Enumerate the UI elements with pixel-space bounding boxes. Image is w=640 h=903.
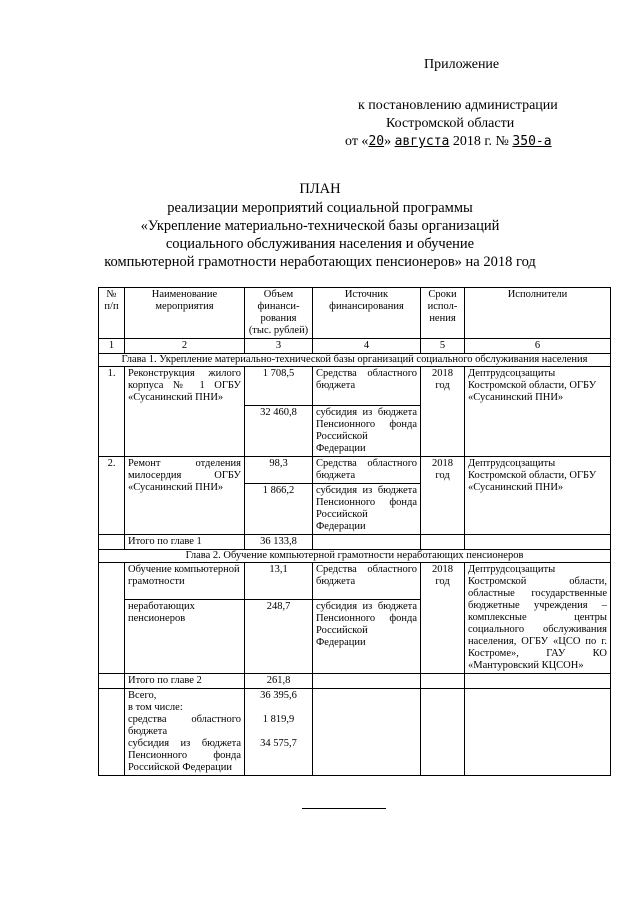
empty-cell bbox=[313, 535, 421, 550]
header-volume: Объем финанси-рования (тыс. рублей) bbox=[245, 288, 313, 339]
region-label: Костромской области bbox=[386, 116, 515, 131]
document-number: 350-а bbox=[512, 134, 552, 149]
table-row bbox=[99, 457, 611, 484]
subsidy-label: субсидия из бюджета Пенсионного фонда Российской Федерации bbox=[128, 738, 241, 773]
funding-source: субсидия из бюджета Пенсионного фонда Российской Федерации bbox=[313, 406, 421, 457]
date-line bbox=[345, 134, 552, 150]
total-value: 36 133,8 bbox=[245, 535, 313, 550]
grand-total-labels bbox=[125, 689, 245, 776]
funding-source: Средства областного бюджета bbox=[313, 563, 421, 600]
table-row bbox=[99, 563, 611, 600]
plan-title: ПЛАН bbox=[299, 181, 341, 197]
total-row bbox=[99, 674, 611, 689]
funding-source: Средства областного бюджета bbox=[313, 457, 421, 484]
grand-total-label: Всего, bbox=[128, 690, 157, 701]
funding-volume: 1 708,5 bbox=[245, 367, 313, 406]
header-source: Источник финансирования bbox=[313, 288, 421, 339]
date-mid: » bbox=[384, 134, 392, 149]
col-number: 4 bbox=[313, 339, 421, 354]
plan-subtitle-3: социального обслуживания населения и обучение bbox=[165, 236, 475, 252]
col-number: 2 bbox=[125, 339, 245, 354]
executors: Дептрудсоцзащиты Костромской области, ОГБУ «Сусанинский ПНИ» bbox=[465, 457, 611, 535]
spacer bbox=[248, 726, 309, 738]
plan-subtitle-2: «Укрепление материально-технической базы организаций bbox=[140, 218, 500, 234]
executors: Дептрудсоцзащиты Костромской области, областные государственные бюджетные учреждения – комплексные центры социального обслуживания населения, ОГБУ «ЦСО по г. Костроме», ГАУ КО «Мантуровский КЦСОН» bbox=[465, 563, 611, 674]
table-header-row bbox=[99, 288, 611, 339]
funding-volume: 32 460,8 bbox=[245, 406, 313, 457]
funding-volume: 13,1 bbox=[245, 563, 313, 600]
col-number: 5 bbox=[421, 339, 465, 354]
header-num: № п/п bbox=[99, 288, 125, 339]
row-number: 2. bbox=[99, 457, 125, 535]
spacer bbox=[248, 702, 309, 714]
col-number: 6 bbox=[465, 339, 611, 354]
funding-source: субсидия из бюджета Пенсионного фонда Российской Федерации bbox=[313, 484, 421, 535]
chapter-1-heading: Глава 1. Укрепление материально-технической базы организаций социального обслуживания населения bbox=[99, 354, 611, 367]
empty-cell bbox=[421, 689, 465, 776]
col-number: 1 bbox=[99, 339, 125, 354]
regional-budget-value: 1 819,9 bbox=[262, 714, 295, 725]
date-prefix: от « bbox=[345, 134, 369, 149]
chapter-row bbox=[99, 354, 611, 367]
funding-volume: 1 866,2 bbox=[245, 484, 313, 535]
deadline: 2018 год bbox=[421, 457, 465, 535]
grand-total-value: 36 395,6 bbox=[260, 690, 297, 701]
empty-cell bbox=[99, 535, 125, 550]
total-label: Итого по главе 1 bbox=[125, 535, 245, 550]
grand-total-values bbox=[245, 689, 313, 776]
empty-cell bbox=[465, 674, 611, 689]
total-label: Итого по главе 2 bbox=[125, 674, 245, 689]
plan-table bbox=[98, 287, 611, 776]
date-year: 2018 г. № bbox=[452, 134, 509, 149]
chapter-row bbox=[99, 550, 611, 563]
total-value: 261,8 bbox=[245, 674, 313, 689]
col-number: 3 bbox=[245, 339, 313, 354]
empty-cell bbox=[313, 689, 421, 776]
activity-name: Реконструкция жилого корпуса № 1 ОГБУ «Сусанинский ПНИ» bbox=[125, 367, 245, 457]
header-name: Наименование мероприятия bbox=[125, 288, 245, 339]
subsidy-value: 34 575,7 bbox=[260, 738, 297, 749]
header-executors: Исполнители bbox=[465, 288, 611, 339]
plan-subtitle-4: компьютерной грамотности неработающих пенсионеров» на 2018 год bbox=[104, 254, 536, 270]
activity-name: Ремонт отделения милосердия ОГБУ «Сусанинский ПНИ» bbox=[125, 457, 245, 535]
row-number: 1. bbox=[99, 367, 125, 457]
empty-cell bbox=[421, 535, 465, 550]
executors: Дептрудсоцзащиты Костромской области, ОГБУ «Сусанинский ПНИ» bbox=[465, 367, 611, 457]
activity-name: Обучение компьютерной грамотности bbox=[125, 563, 245, 600]
empty-cell bbox=[99, 689, 125, 776]
total-row bbox=[99, 535, 611, 550]
funding-source: Средства областного бюджета bbox=[313, 367, 421, 406]
empty-cell bbox=[99, 563, 125, 674]
grand-total-row bbox=[99, 689, 611, 776]
empty-cell bbox=[465, 535, 611, 550]
funding-source: субсидия из бюджета Пенсионного фонда Российской Федерации bbox=[313, 600, 421, 674]
empty-cell bbox=[99, 674, 125, 689]
including-label: в том числе: bbox=[128, 702, 183, 713]
table-row bbox=[99, 367, 611, 406]
plan-subtitle-1: реализации мероприятий социальной программы bbox=[167, 200, 473, 216]
date-day: 20 bbox=[368, 134, 385, 149]
deadline: 2018 год bbox=[421, 563, 465, 674]
funding-volume: 248,7 bbox=[245, 600, 313, 674]
header-deadline: Сроки испол-нения bbox=[421, 288, 465, 339]
empty-cell bbox=[313, 674, 421, 689]
funding-volume: 98,3 bbox=[245, 457, 313, 484]
date-month: августа bbox=[394, 134, 450, 149]
regional-budget-label: средства областного бюджета bbox=[128, 714, 241, 737]
closing-line bbox=[302, 808, 386, 809]
activity-name: неработающих пенсионеров bbox=[125, 600, 245, 674]
appendix-label: Приложение bbox=[424, 57, 500, 72]
deadline: 2018 год bbox=[421, 367, 465, 457]
column-number-row bbox=[99, 339, 611, 354]
chapter-2-heading: Глава 2. Обучение компьютерной грамотности неработающих пенсионеров bbox=[99, 550, 611, 563]
empty-cell bbox=[421, 674, 465, 689]
empty-cell bbox=[465, 689, 611, 776]
resolution-label: к постановлению администрации bbox=[358, 98, 558, 113]
